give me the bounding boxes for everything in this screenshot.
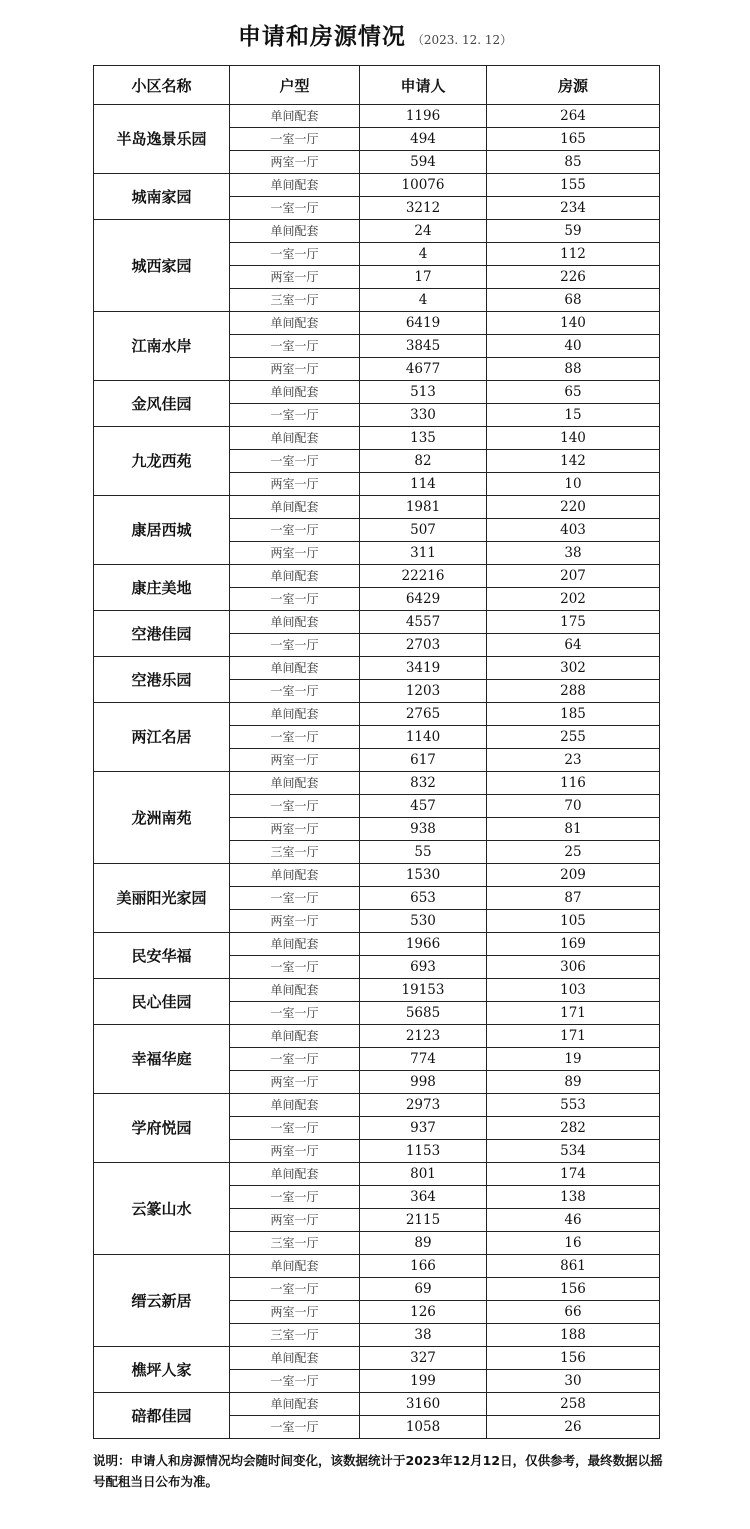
community-name: 学府悦园 xyxy=(94,1094,230,1163)
community-name: 缙云新居 xyxy=(94,1255,230,1347)
table-row xyxy=(94,772,660,795)
unit-type-cell: 一室一厅 xyxy=(230,680,360,703)
unit-type-cell: 一室一厅 xyxy=(230,588,360,611)
table-row xyxy=(94,703,660,726)
unit-type-cell: 单间配套 xyxy=(230,1163,360,1186)
applicants-cell: 89 xyxy=(360,1232,487,1255)
unit-type-cell: 单间配套 xyxy=(230,496,360,519)
housing-cell: 185 xyxy=(487,703,660,726)
unit-type-cell: 单间配套 xyxy=(230,1025,360,1048)
applicants-cell: 6419 xyxy=(360,312,487,335)
housing-cell: 209 xyxy=(487,864,660,887)
applicants-cell: 594 xyxy=(360,151,487,174)
applicants-cell: 2703 xyxy=(360,634,487,657)
footnote: 说明：申请人和房源情况均会随时间变化，该数据统计于2023年12月12日，仅供参考，最终数据以摇号配租当日公布为准。 xyxy=(93,1453,663,1489)
applicants-cell: 3419 xyxy=(360,657,487,680)
community-name: 民心佳园 xyxy=(94,979,230,1025)
applicants-cell: 5685 xyxy=(360,1002,487,1025)
unit-type-cell: 单间配套 xyxy=(230,427,360,450)
applicants-cell: 114 xyxy=(360,473,487,496)
applicants-cell: 998 xyxy=(360,1071,487,1094)
unit-type-cell: 两室一厅 xyxy=(230,1071,360,1094)
housing-cell: 15 xyxy=(487,404,660,427)
table-row xyxy=(94,611,660,634)
community-name: 康庄美地 xyxy=(94,565,230,611)
unit-type-cell: 单间配套 xyxy=(230,657,360,680)
unit-type-cell: 单间配套 xyxy=(230,565,360,588)
housing-cell: 65 xyxy=(487,381,660,404)
housing-cell: 64 xyxy=(487,634,660,657)
applicants-cell: 693 xyxy=(360,956,487,979)
unit-type-cell: 单间配套 xyxy=(230,220,360,243)
header-applicants: 申请人 xyxy=(360,66,487,105)
community-name: 半岛逸景乐园 xyxy=(94,105,230,174)
unit-type-cell: 两室一厅 xyxy=(230,1209,360,1232)
housing-cell: 40 xyxy=(487,335,660,358)
housing-cell: 30 xyxy=(487,1370,660,1393)
applicants-cell: 327 xyxy=(360,1347,487,1370)
housing-cell: 68 xyxy=(487,289,660,312)
housing-cell: 16 xyxy=(487,1232,660,1255)
table-row xyxy=(94,1255,660,1278)
housing-cell: 282 xyxy=(487,1117,660,1140)
table-row xyxy=(94,933,660,956)
unit-type-cell: 两室一厅 xyxy=(230,151,360,174)
applicants-cell: 38 xyxy=(360,1324,487,1347)
unit-type-cell: 单间配套 xyxy=(230,312,360,335)
table-row xyxy=(94,220,660,243)
unit-type-cell: 单间配套 xyxy=(230,1094,360,1117)
housing-cell: 188 xyxy=(487,1324,660,1347)
housing-cell: 89 xyxy=(487,1071,660,1094)
applicants-cell: 1981 xyxy=(360,496,487,519)
unit-type-cell: 一室一厅 xyxy=(230,726,360,749)
table-row xyxy=(94,312,660,335)
unit-type-cell: 三室一厅 xyxy=(230,289,360,312)
table-row xyxy=(94,381,660,404)
unit-type-cell: 一室一厅 xyxy=(230,1416,360,1439)
applicants-cell: 1153 xyxy=(360,1140,487,1163)
applicants-cell: 1140 xyxy=(360,726,487,749)
header-unit-type: 户型 xyxy=(230,66,360,105)
unit-type-cell: 单间配套 xyxy=(230,703,360,726)
applicants-cell: 3212 xyxy=(360,197,487,220)
housing-cell: 142 xyxy=(487,450,660,473)
applicants-cell: 364 xyxy=(360,1186,487,1209)
applicants-cell: 1196 xyxy=(360,105,487,128)
housing-cell: 156 xyxy=(487,1347,660,1370)
applicants-cell: 2123 xyxy=(360,1025,487,1048)
unit-type-cell: 一室一厅 xyxy=(230,1186,360,1209)
housing-cell: 264 xyxy=(487,105,660,128)
housing-cell: 116 xyxy=(487,772,660,795)
applicants-cell: 4557 xyxy=(360,611,487,634)
applicants-cell: 513 xyxy=(360,381,487,404)
community-name: 两江名居 xyxy=(94,703,230,772)
unit-type-cell: 一室一厅 xyxy=(230,1048,360,1071)
unit-type-cell: 单间配套 xyxy=(230,772,360,795)
community-name: 金风佳园 xyxy=(94,381,230,427)
table-row xyxy=(94,105,660,128)
applicants-cell: 135 xyxy=(360,427,487,450)
table-row xyxy=(94,1163,660,1186)
unit-type-cell: 三室一厅 xyxy=(230,1232,360,1255)
community-name: 空港佳园 xyxy=(94,611,230,657)
housing-cell: 10 xyxy=(487,473,660,496)
applicants-cell: 82 xyxy=(360,450,487,473)
housing-cell: 25 xyxy=(487,841,660,864)
applicants-cell: 938 xyxy=(360,818,487,841)
applicants-cell: 311 xyxy=(360,542,487,565)
unit-type-cell: 单间配套 xyxy=(230,864,360,887)
unit-type-cell: 一室一厅 xyxy=(230,1117,360,1140)
housing-cell: 23 xyxy=(487,749,660,772)
unit-type-cell: 一室一厅 xyxy=(230,1370,360,1393)
applicants-cell: 801 xyxy=(360,1163,487,1186)
applicants-cell: 19153 xyxy=(360,979,487,1002)
applicants-cell: 22216 xyxy=(360,565,487,588)
applicants-cell: 55 xyxy=(360,841,487,864)
applicants-cell: 4 xyxy=(360,289,487,312)
table-row xyxy=(94,565,660,588)
unit-type-cell: 一室一厅 xyxy=(230,450,360,473)
housing-cell: 174 xyxy=(487,1163,660,1186)
applicants-cell: 1966 xyxy=(360,933,487,956)
unit-type-cell: 一室一厅 xyxy=(230,128,360,151)
unit-type-cell: 两室一厅 xyxy=(230,358,360,381)
housing-cell: 140 xyxy=(487,427,660,450)
table-row xyxy=(94,1347,660,1370)
housing-cell: 140 xyxy=(487,312,660,335)
unit-type-cell: 一室一厅 xyxy=(230,243,360,266)
housing-cell: 202 xyxy=(487,588,660,611)
community-name: 城西家园 xyxy=(94,220,230,312)
applicants-cell: 4 xyxy=(360,243,487,266)
unit-type-cell: 单间配套 xyxy=(230,933,360,956)
community-name: 云篆山水 xyxy=(94,1163,230,1255)
housing-cell: 138 xyxy=(487,1186,660,1209)
unit-type-cell: 单间配套 xyxy=(230,1255,360,1278)
unit-type-cell: 单间配套 xyxy=(230,611,360,634)
housing-cell: 553 xyxy=(487,1094,660,1117)
housing-cell: 306 xyxy=(487,956,660,979)
applicants-cell: 3160 xyxy=(360,1393,487,1416)
table-row xyxy=(94,657,660,680)
housing-cell: 155 xyxy=(487,174,660,197)
housing-cell: 403 xyxy=(487,519,660,542)
housing-cell: 226 xyxy=(487,266,660,289)
applicants-cell: 1530 xyxy=(360,864,487,887)
applicants-cell: 17 xyxy=(360,266,487,289)
community-name: 康居西城 xyxy=(94,496,230,565)
housing-cell: 207 xyxy=(487,565,660,588)
housing-cell: 46 xyxy=(487,1209,660,1232)
housing-cell: 165 xyxy=(487,128,660,151)
unit-type-cell: 三室一厅 xyxy=(230,1324,360,1347)
table-row xyxy=(94,174,660,197)
applicants-cell: 2973 xyxy=(360,1094,487,1117)
unit-type-cell: 单间配套 xyxy=(230,1347,360,1370)
applicants-cell: 937 xyxy=(360,1117,487,1140)
applicants-cell: 4677 xyxy=(360,358,487,381)
housing-cell: 112 xyxy=(487,243,660,266)
table-row xyxy=(94,1025,660,1048)
housing-cell: 87 xyxy=(487,887,660,910)
table-row xyxy=(94,427,660,450)
applicants-cell: 617 xyxy=(360,749,487,772)
unit-type-cell: 一室一厅 xyxy=(230,335,360,358)
applicants-cell: 199 xyxy=(360,1370,487,1393)
housing-cell: 258 xyxy=(487,1393,660,1416)
applicants-cell: 69 xyxy=(360,1278,487,1301)
unit-type-cell: 一室一厅 xyxy=(230,519,360,542)
applicants-cell: 457 xyxy=(360,795,487,818)
table-row xyxy=(94,864,660,887)
housing-cell: 66 xyxy=(487,1301,660,1324)
applicants-cell: 6429 xyxy=(360,588,487,611)
table-row xyxy=(94,1094,660,1117)
unit-type-cell: 两室一厅 xyxy=(230,749,360,772)
header-housing: 房源 xyxy=(487,66,660,105)
housing-cell: 171 xyxy=(487,1002,660,1025)
applicants-cell: 774 xyxy=(360,1048,487,1071)
applicants-cell: 507 xyxy=(360,519,487,542)
housing-cell: 220 xyxy=(487,496,660,519)
housing-cell: 81 xyxy=(487,818,660,841)
housing-cell: 59 xyxy=(487,220,660,243)
housing-cell: 302 xyxy=(487,657,660,680)
community-name: 碚都佳园 xyxy=(94,1393,230,1439)
applicants-cell: 24 xyxy=(360,220,487,243)
applicants-cell: 10076 xyxy=(360,174,487,197)
applicants-cell: 494 xyxy=(360,128,487,151)
applicants-cell: 2765 xyxy=(360,703,487,726)
housing-cell: 19 xyxy=(487,1048,660,1071)
applicants-cell: 1058 xyxy=(360,1416,487,1439)
community-name: 美丽阳光家园 xyxy=(94,864,230,933)
housing-cell: 861 xyxy=(487,1255,660,1278)
housing-cell: 171 xyxy=(487,1025,660,1048)
unit-type-cell: 两室一厅 xyxy=(230,1301,360,1324)
table-row xyxy=(94,496,660,519)
housing-table xyxy=(93,65,660,1439)
community-name: 民安华福 xyxy=(94,933,230,979)
housing-cell: 234 xyxy=(487,197,660,220)
applicants-cell: 126 xyxy=(360,1301,487,1324)
applicants-cell: 1203 xyxy=(360,680,487,703)
unit-type-cell: 单间配套 xyxy=(230,381,360,404)
unit-type-cell: 一室一厅 xyxy=(230,795,360,818)
housing-cell: 88 xyxy=(487,358,660,381)
applicants-cell: 653 xyxy=(360,887,487,910)
unit-type-cell: 两室一厅 xyxy=(230,818,360,841)
housing-cell: 156 xyxy=(487,1278,660,1301)
unit-type-cell: 两室一厅 xyxy=(230,1140,360,1163)
housing-cell: 26 xyxy=(487,1416,660,1439)
unit-type-cell: 两室一厅 xyxy=(230,910,360,933)
applicants-cell: 2115 xyxy=(360,1209,487,1232)
housing-cell: 38 xyxy=(487,542,660,565)
community-name: 幸福华庭 xyxy=(94,1025,230,1094)
housing-cell: 288 xyxy=(487,680,660,703)
community-name: 九龙西苑 xyxy=(94,427,230,496)
unit-type-cell: 两室一厅 xyxy=(230,542,360,565)
header-community: 小区名称 xyxy=(94,66,230,105)
housing-cell: 70 xyxy=(487,795,660,818)
applicants-cell: 330 xyxy=(360,404,487,427)
housing-cell: 534 xyxy=(487,1140,660,1163)
community-name: 江南水岸 xyxy=(94,312,230,381)
unit-type-cell: 一室一厅 xyxy=(230,887,360,910)
housing-cell: 255 xyxy=(487,726,660,749)
community-name: 空港乐园 xyxy=(94,657,230,703)
housing-cell: 169 xyxy=(487,933,660,956)
unit-type-cell: 两室一厅 xyxy=(230,266,360,289)
table-row xyxy=(94,979,660,1002)
housing-cell: 85 xyxy=(487,151,660,174)
unit-type-cell: 单间配套 xyxy=(230,1393,360,1416)
page-title-row xyxy=(0,18,750,51)
community-name: 龙洲南苑 xyxy=(94,772,230,864)
title-date: （2023. 12. 12） xyxy=(411,33,513,47)
housing-cell: 103 xyxy=(487,979,660,1002)
table-row xyxy=(94,1393,660,1416)
unit-type-cell: 一室一厅 xyxy=(230,634,360,657)
header-row xyxy=(94,66,660,105)
unit-type-cell: 一室一厅 xyxy=(230,404,360,427)
table-body xyxy=(94,105,660,1439)
unit-type-cell: 一室一厅 xyxy=(230,197,360,220)
unit-type-cell: 一室一厅 xyxy=(230,1002,360,1025)
applicants-cell: 166 xyxy=(360,1255,487,1278)
applicants-cell: 832 xyxy=(360,772,487,795)
unit-type-cell: 一室一厅 xyxy=(230,956,360,979)
applicants-cell: 530 xyxy=(360,910,487,933)
page-title: 申请和房源情况 xyxy=(237,24,406,50)
unit-type-cell: 单间配套 xyxy=(230,105,360,128)
applicants-cell: 3845 xyxy=(360,335,487,358)
housing-cell: 175 xyxy=(487,611,660,634)
unit-type-cell: 单间配套 xyxy=(230,979,360,1002)
unit-type-cell: 一室一厅 xyxy=(230,1278,360,1301)
housing-cell: 105 xyxy=(487,910,660,933)
unit-type-cell: 三室一厅 xyxy=(230,841,360,864)
community-name: 城南家园 xyxy=(94,174,230,220)
unit-type-cell: 两室一厅 xyxy=(230,473,360,496)
unit-type-cell: 单间配套 xyxy=(230,174,360,197)
community-name: 樵坪人家 xyxy=(94,1347,230,1393)
